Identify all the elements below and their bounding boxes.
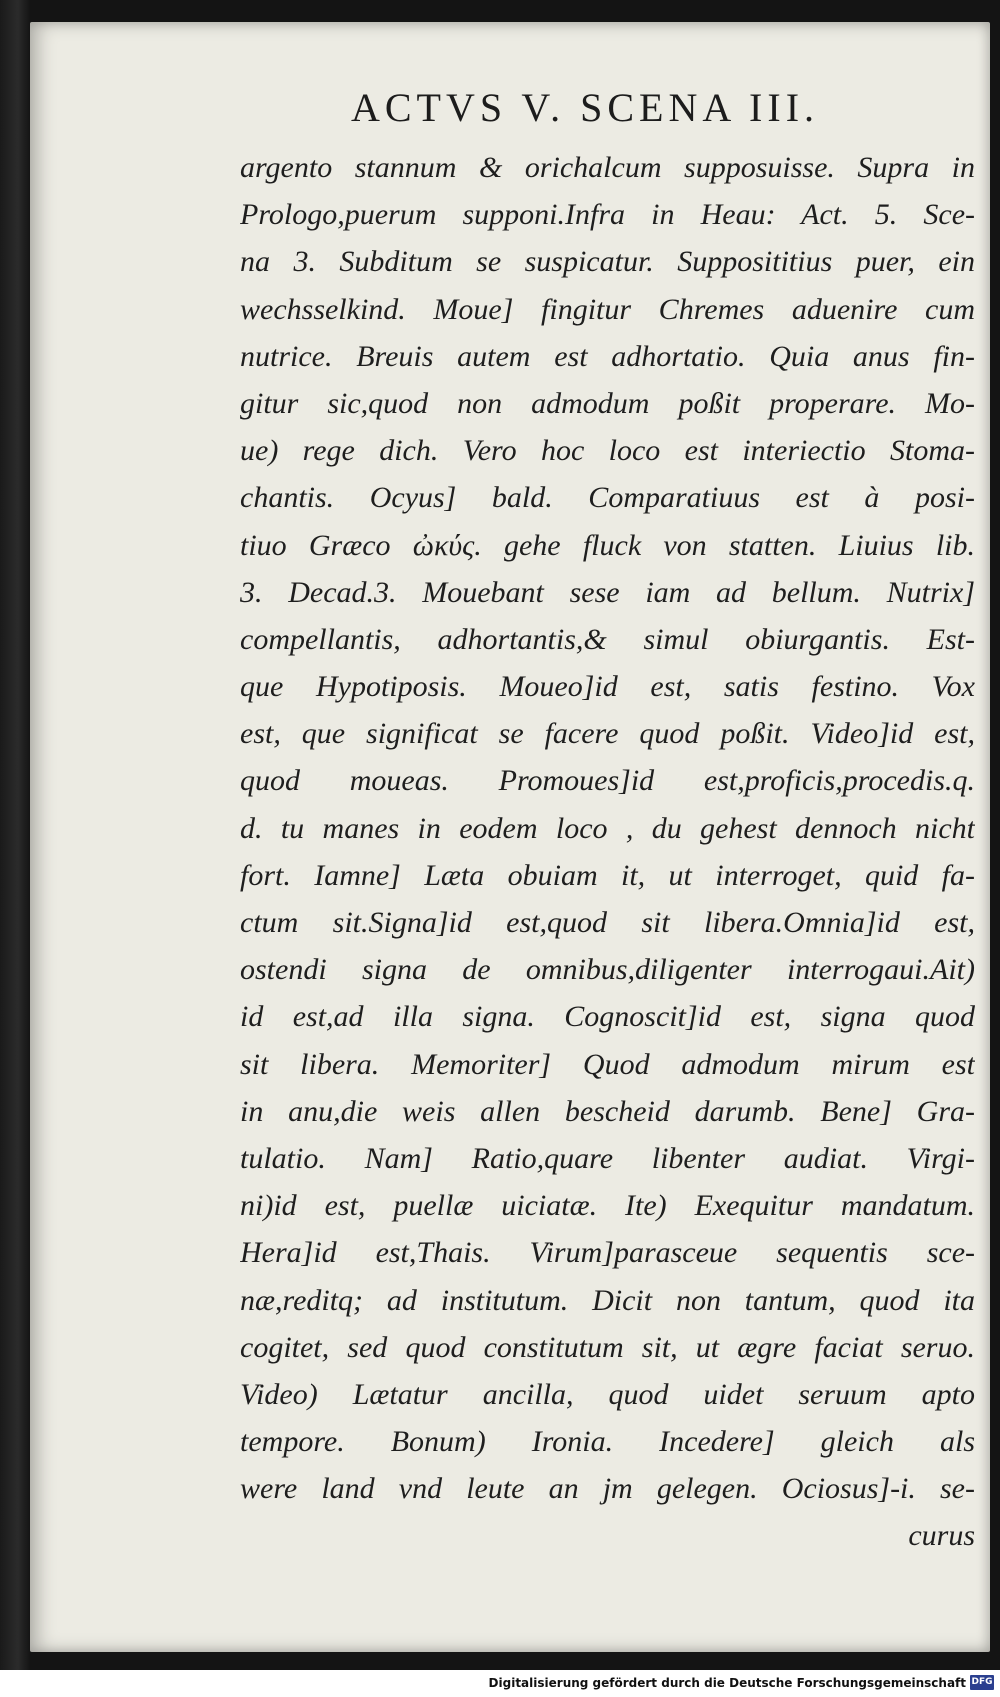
text-line: fort. Iamne] Læta obuiam it, ut interroget, quid fa- (240, 858, 975, 892)
text-line: ue) rege dich. Vero hoc loco est interiectio Stoma- (240, 434, 975, 468)
digitization-footer (0, 1670, 1000, 1697)
text-line: sit libera. Memoriter] Quod admodum mirum est (240, 1047, 975, 1081)
book-page (30, 22, 990, 1652)
text-line: est, que significat se facere quod poßit. Video]id est, (240, 717, 975, 751)
running-header: ACTVS V. SCENA III. (350, 85, 820, 130)
text-line: in anu,die weis allen bescheid darumb. Bene] Gra- (240, 1094, 975, 1128)
text-line: Prologo,puerum supponi.Infra in Heau: Act. 5. Sce- (240, 198, 975, 232)
text-line: ctum sit.Signa]id est,quod sit libera.Omnia]id est, (240, 906, 975, 939)
text-line: compellantis, adhortantis,& simul obiurgantis. Est- (240, 622, 975, 656)
text-line: quod moueas. Promoues]id est,proficis,procedis.q. (240, 764, 975, 798)
text-line: ni)id est, puellæ uiciatæ. Ite) Exequitur mandatum. (240, 1189, 975, 1223)
text-line: chantis. Ocyus] bald. Comparatiuus est à posi- (240, 481, 975, 515)
text-line: tulatio. Nam] Ratio,quare libenter audiat. Virgi- (240, 1141, 975, 1175)
text-line: nutrice. Breuis autem est adhortatio. Quia anus fin- (240, 339, 975, 373)
text-line: were land vnd leute an jm gelegen. Ociosus]-i. se- (240, 1472, 975, 1506)
text-line: Video) Lætatur ancilla, quod uidet seruum apto (240, 1377, 975, 1411)
text-line: næ,reditq; ad institutum. Dicit non tantum, quod ita (240, 1283, 975, 1317)
text-line: tempore. Bonum) Ironia. Incedere] gleich als (240, 1425, 975, 1459)
funding-credit: Digitalisierung gefördert durch die Deutsche Forschungsgemeinschaft (488, 1676, 966, 1690)
text-line: tiuo Græco ὠκύς. gehe fluck von statten. Liuius lib. (240, 528, 975, 562)
text-line: Hera]id est,Thais. Virum]parasceue sequentis sce- (240, 1236, 975, 1270)
text-line: id est,ad illa signa. Cognoscit]id est, signa quod (240, 1000, 975, 1034)
dfg-logo-icon: DFG (970, 1675, 994, 1690)
text-line: ostendi signa de omnibus,diligenter interrogaui.Ait) (240, 953, 975, 987)
text-line: wechsselkind. Moue] fingitur Chremes aduenire cum (240, 292, 975, 326)
text-line: cogitet, sed quod constitutum sit, ut ægre faciat seruo. (240, 1330, 975, 1364)
text-line: curus (908, 1519, 975, 1553)
text-line: na 3. Subditum se suspicatur. Supposititius puer, ein (240, 245, 975, 279)
text-line: d. tu manes in eodem loco , du gehest dennoch nicht (240, 811, 975, 845)
text-line: argento stannum & orichalcum supposuisse. Supra in (240, 151, 975, 184)
text-line: gitur sic,quod non admodum poßit properare. Mo- (240, 386, 975, 420)
body-text (240, 144, 975, 1560)
text-line: que Hypotiposis. Moueo]id est, satis festino. Vox (240, 670, 975, 704)
text-line: 3. Decad.3. Mouebant sese iam ad bellum. Nutrix] (240, 575, 975, 609)
